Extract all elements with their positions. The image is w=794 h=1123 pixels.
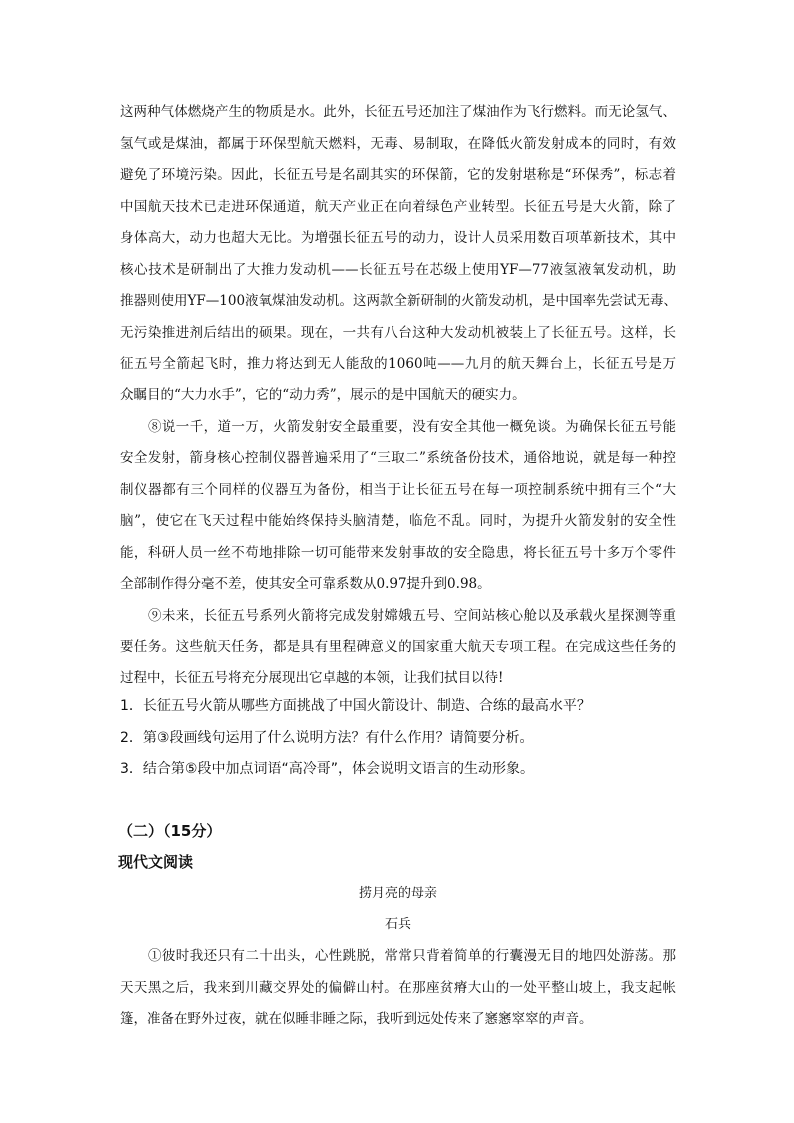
paragraph-1-line: 天天黑之后，我来到川藏交界处的偏僻山村。在那座贫瘠大山的一处平整山坡上，我支起帐 (120, 980, 676, 996)
text-line: 避免了环境污染。因此，长征五号是名副其实的环保箭，它的发射堪称是“环保秀”，标志着 (120, 167, 676, 183)
paragraph-9-line: 要任务。这些航天任务，都是具有里程碑意义的国家重大航天专项工程。在完成这些任务的 (120, 639, 676, 655)
article-title: 捞月亮的母亲 (358, 886, 437, 901)
article-author: 石兵 (384, 917, 411, 932)
question-3: 3．结合第⑤段中加点词语“高冷哥”，体会说明文语言的生动形象。 (120, 761, 534, 777)
text-line: 氢气或是煤油，都属于环保型航天燃料，无毒、易制取，在降低火箭发射成本的同时，有效 (120, 136, 676, 152)
text-line: 征五号全箭起飞时，推力将达到无人能敌的1060吨——九月的航天舞台上，长征五号是万 (120, 356, 676, 372)
question-2: 2．第③段画线句运用了什么说明方法？有什么作用？请简要分析。 (120, 730, 534, 746)
text-line: 这两种气体燃烧产生的物质是水。此外，长征五号还加注了煤油作为飞行燃料。而无论氢气、 (120, 104, 676, 120)
section-header: （二）（15分） (118, 822, 222, 840)
paragraph-8-line: ⑧说一千，道一万，火箭发射安全最重要，没有安全其他一概免谈。为确保长征五号能 (148, 419, 676, 435)
text-line: 核心技术是研制出了大推力发动机——长征五号在芯级上使用YF—77液氢液氧发动机，助 (120, 262, 676, 278)
text-line: 身体高大，动力也超大无比。为增强长征五号的动力，设计人员采用数百项革新技术，其中 (120, 230, 676, 246)
text-line: 中国航天技术已走进环保通道，航天产业正在向着绿色产业转型。长征五号是大火箭，除了 (120, 199, 676, 215)
paragraph-9-line: 过程中，长征五号将充分展现出它卓越的本领，让我们拭目以待! (120, 670, 504, 686)
text-line: 推器则使用YF—100液氧煤油发动机。这两款全新研制的火箭发动机，是中国率先尝试无毒、 (120, 293, 678, 309)
text-line: 无污染推进剂后结出的硕果。现在，一共有八台这种大发动机被装上了长征五号。这样，长 (120, 325, 676, 341)
paragraph-1-line: ①彼时我还只有二十出头，心性跳脱，常常只背着简单的行囊漫无目的地四处游荡。那 (148, 948, 676, 964)
paragraph-8-line: 制仪器都有三个同样的仪器互为备份，相当于让长征五号在每一项控制系统中拥有三个“大 (120, 482, 676, 498)
paragraph-1-line: 篷，准备在野外过夜，就在似睡非睡之际，我听到远处传来了窸窸窣窣的声音。 (120, 1011, 593, 1027)
paragraph-9-line: ⑨未来，长征五号系列火箭将完成发射嫦娥五号、空间站核心舱以及承载火星探测等重 (148, 608, 676, 624)
text-line: 众瞩目的“大力水手”，它的“动力秀”，展示的是中国航天的硬实力。 (120, 387, 526, 403)
section-label: 现代文阅读 (118, 853, 194, 871)
paragraph-8-line: 脑”，使它在飞天过程中能始终保持头脑清楚，临危不乱。同时，为提升火箭发射的安全性 (120, 513, 676, 529)
paragraph-8-line: 安全发射，箭身核心控制仪器普遍采用了“三取二”系统备份技术，通俗地说，就是每一种控 (120, 450, 676, 466)
paragraph-8-line: 全部制作得分毫不差，使其安全可靠系数从0.97提升到0.98。 (120, 576, 491, 592)
paragraph-8-line: 能，科研人员一丝不苟地排除一切可能带来发射事故的安全隐患，将长征五号十多万个零件 (120, 545, 676, 561)
question-1: 1．长征五号火箭从哪些方面挑战了中国火箭设计、制造、合练的最高水平？ (120, 698, 591, 714)
